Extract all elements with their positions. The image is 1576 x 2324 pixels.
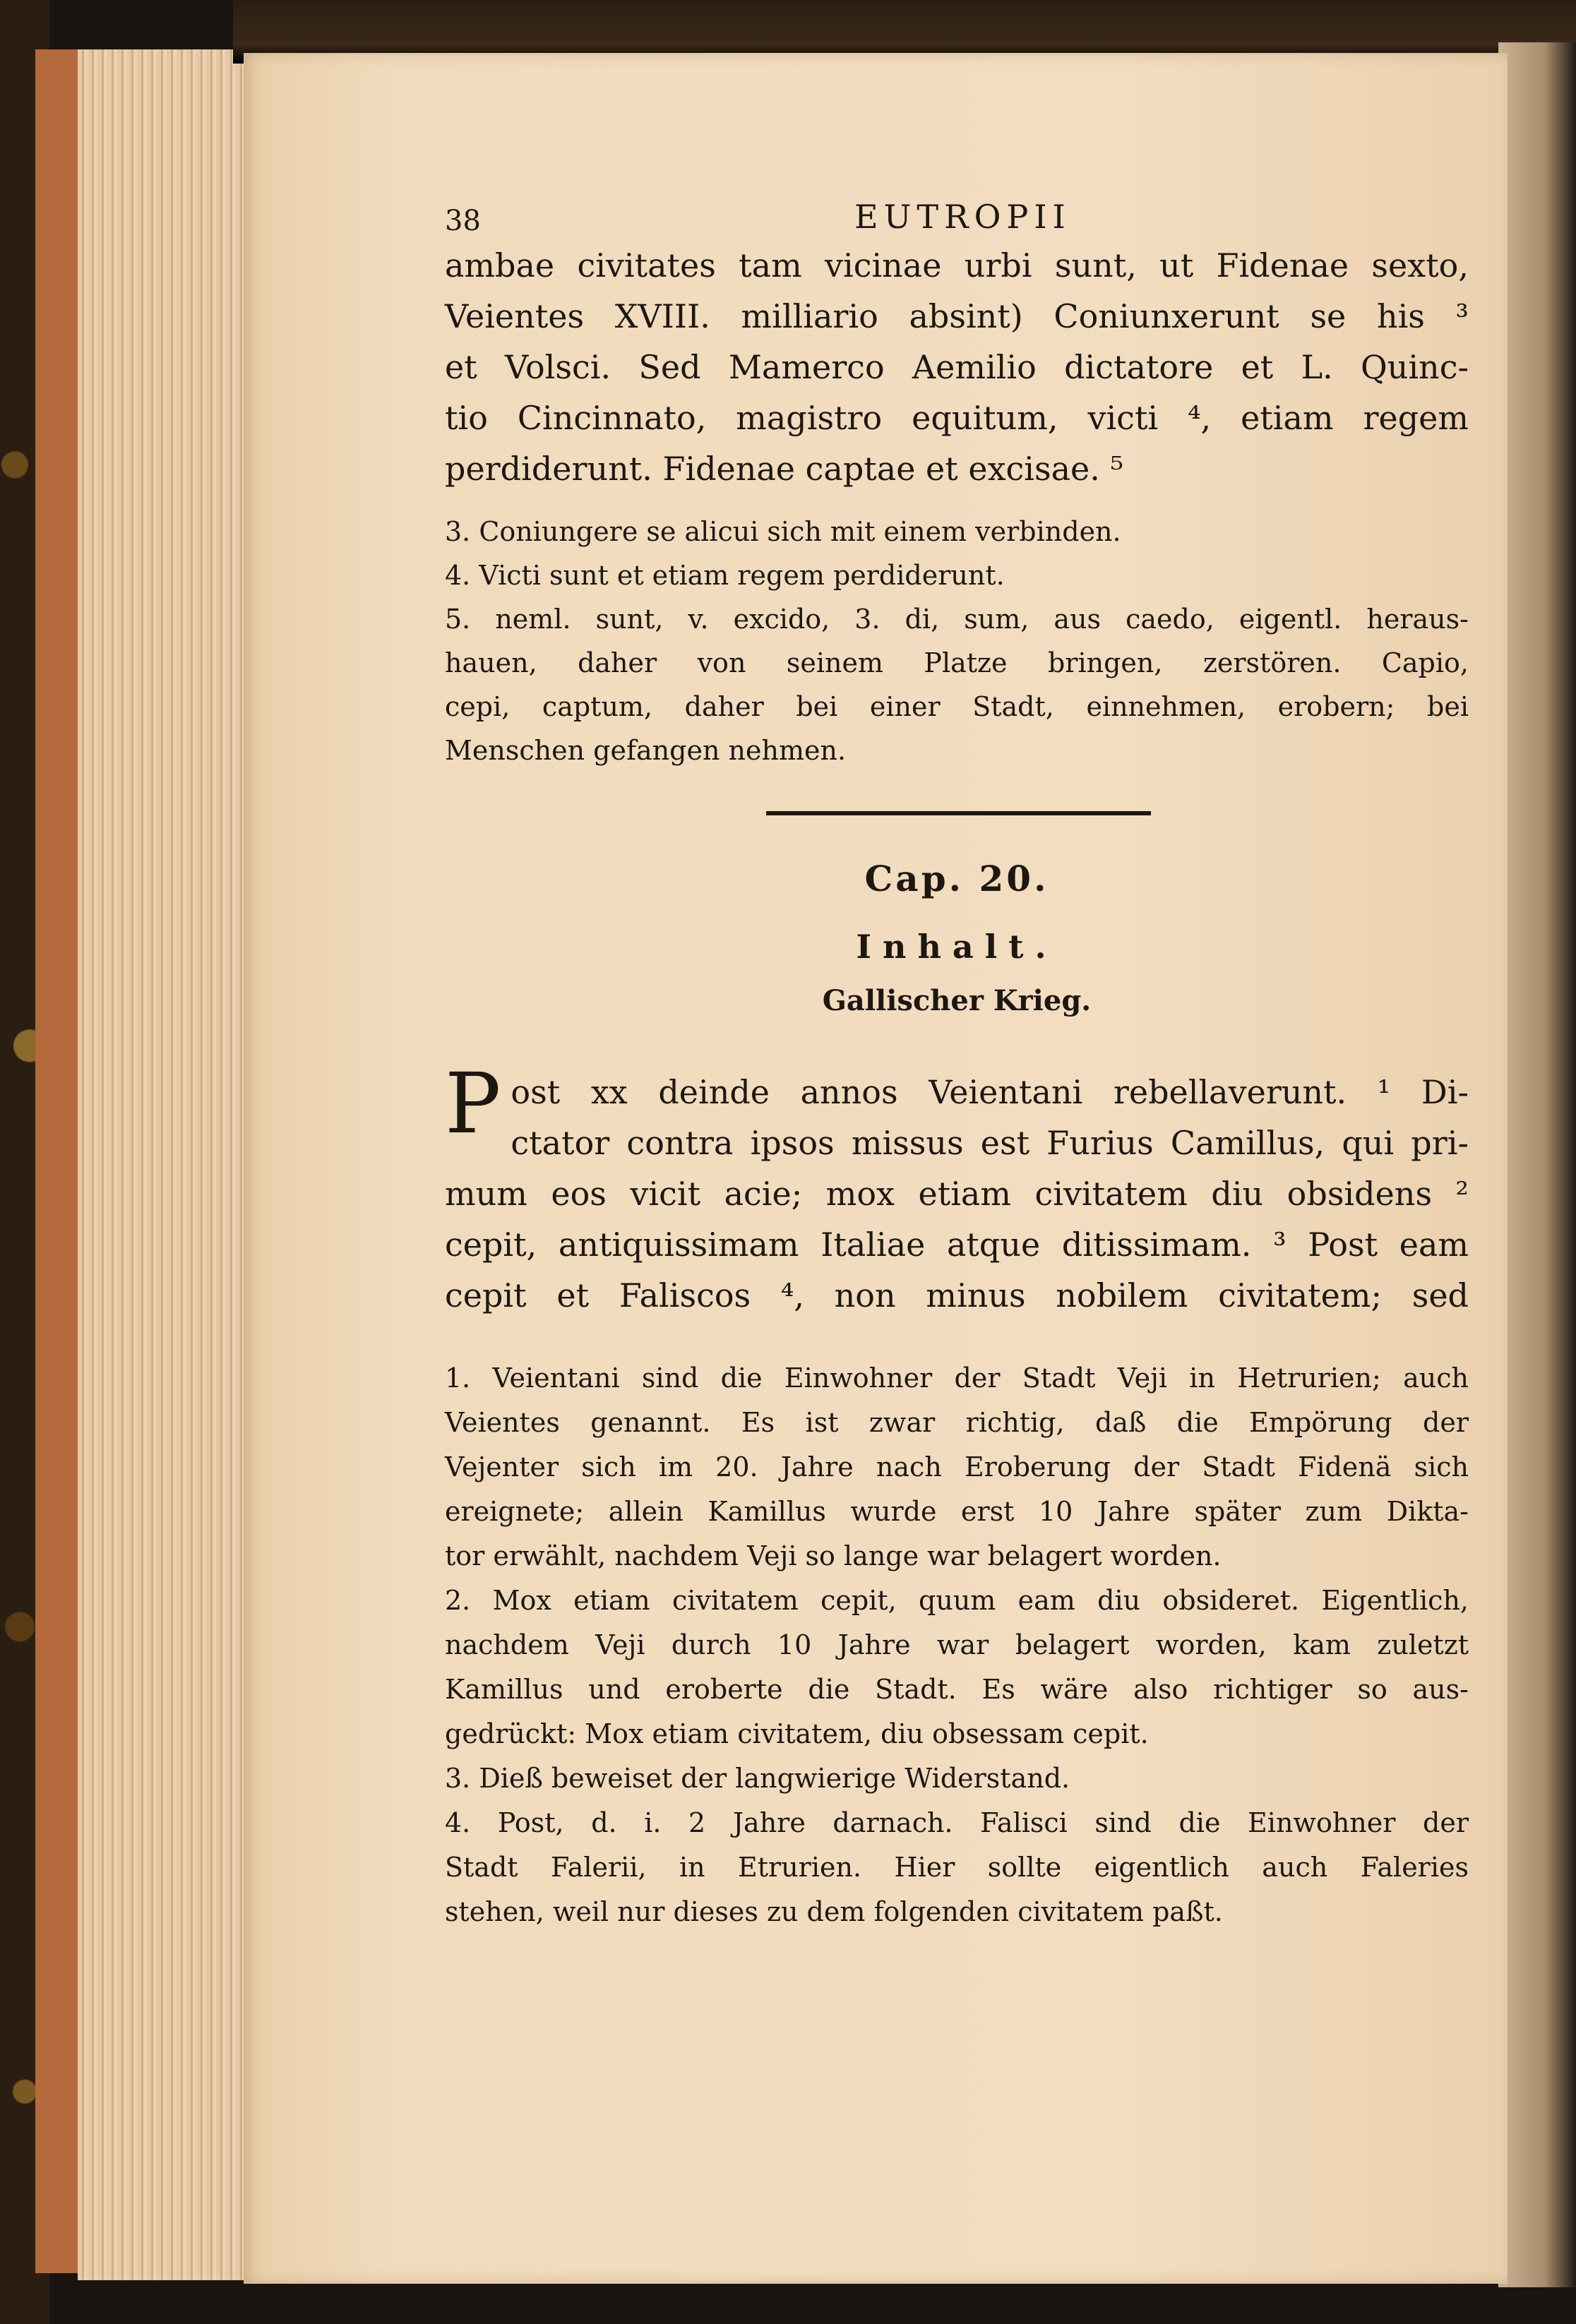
header-title: EUTROPII (854, 198, 1071, 236)
text-line: Veientes XVIII. milliario absint) Coniunxerunt se his ³ (445, 297, 1469, 335)
chapter-title: Cap. 20. (864, 858, 1049, 899)
section-divider (766, 811, 1151, 815)
footnote (445, 1356, 1469, 1579)
footnote-line: gedrückt: Mox etiam civitatem, diu obsessam cepit. (445, 1718, 1149, 1749)
latin-paragraph-1 (445, 240, 1469, 494)
footnotes-1 (445, 510, 1469, 772)
text-line: ost xx deinde annos Veientani rebellaverunt. ¹ Di- (511, 1073, 1469, 1111)
footnote-line: 5. neml. sunt, v. excido, 3. di, sum, aus caedo, eigentl. heraus- (445, 604, 1469, 635)
footnote-line: Veientes genannt. Es ist zwar richtig, daß die Empörung der (445, 1407, 1469, 1438)
text-line: cepit, antiquissimam Italiae atque ditissimam. ³ Post eam (445, 1226, 1469, 1264)
text-line: mum eos vicit acie; mox etiam civitatem diu obsidens ² (445, 1175, 1469, 1213)
footnote-line: cepi, captum, daher bei einer Stadt, einnehmen, erobern; bei (445, 691, 1469, 722)
footnote-line: 2. Mox etiam civitatem cepit, quum eam diu obsideret. Eigentlich, (445, 1585, 1469, 1616)
page-text (445, 184, 1469, 1934)
footnotes-2 (445, 1356, 1469, 1934)
footnote-line: hauen, daher von seinem Platze bringen, zerstören. Capio, (445, 647, 1469, 678)
footnote (445, 1756, 1469, 1801)
footnote-line: Kamillus und eroberte die Stadt. Es wäre also richtiger so aus- (445, 1674, 1469, 1705)
footnote (445, 510, 1469, 553)
contents-label: Inhalt. (856, 928, 1058, 966)
latin-paragraph-2 (445, 1055, 1469, 1321)
footnote-line: stehen, weil nur dieses zu dem folgenden civitatem paßt. (445, 1896, 1223, 1927)
page-number: 38 (445, 205, 481, 237)
text-line: ambae civitates tam vicinae urbi sunt, ut Fidenae sexto, (445, 246, 1469, 284)
footnote (445, 553, 1469, 597)
footnote (445, 597, 1469, 772)
footnote-line: 3. Dieß beweiset der langwierige Widerstand. (445, 1763, 1070, 1794)
text-line: cepit et Faliscos ⁴, non minus nobilem civitatem; sed (445, 1276, 1469, 1314)
footnote-line: Stadt Falerii, in Etrurien. Hier sollte eigentlich auch Faleries (445, 1852, 1469, 1883)
footnote-line: Vejenter sich im 20. Jahre nach Eroberung der Stadt Fidenä sich (445, 1451, 1469, 1483)
chapter-subject: Gallischer Krieg. (822, 984, 1092, 1017)
footnote (445, 1579, 1469, 1756)
footnote-line: Menschen gefangen nehmen. (445, 735, 847, 766)
text-line: perdiderunt. Fidenae captae et excisae. ⁵ (445, 450, 1123, 488)
text-line: et Volsci. Sed Mamerco Aemilio dictatore et L. Quinc- (445, 348, 1469, 386)
footnote-line: 4. Victi sunt et etiam regem perdiderunt. (445, 560, 1005, 591)
footnote-line: tor erwählt, nachdem Veji so lange war belagert worden. (445, 1540, 1222, 1571)
footnote-line: 4. Post, d. i. 2 Jahre darnach. Falisci sind die Einwohner der (445, 1807, 1469, 1838)
footnote-line: 1. Veientani sind die Einwohner der Stadt Veji in Hetrurien; auch (445, 1362, 1469, 1394)
text-line: tio Cincinnato, magistro equitum, victi ⁴, etiam regem (445, 399, 1469, 437)
text-line: ctator contra ipsos missus est Furius Camillus, qui pri- (511, 1124, 1469, 1162)
footnote-line: nachdem Veji durch 10 Jahre war belagert worden, kam zuletzt (445, 1629, 1469, 1660)
footnote-line: ereignete; allein Kamillus wurde erst 10 Jahre später zum Dikta- (445, 1496, 1469, 1527)
running-head (445, 184, 1469, 240)
drop-cap: P (445, 1055, 501, 1152)
footnote-line: 3. Coniungere se alicui sich mit einem verbinden. (445, 516, 1121, 547)
footnote (445, 1801, 1469, 1934)
book-right-edge (1498, 42, 1576, 2287)
page-stack (78, 49, 254, 2280)
